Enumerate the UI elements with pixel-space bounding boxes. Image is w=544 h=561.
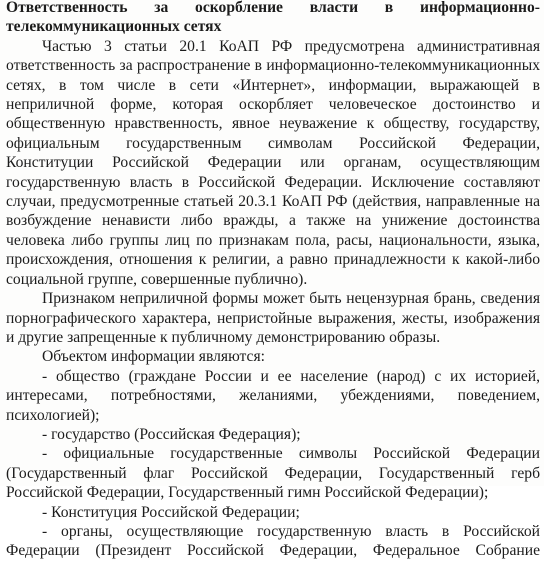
document-title-line-2: телекоммуникационных сетях [6, 18, 222, 36]
list-item-constitution: - Конституция Российской Федерации; [42, 503, 300, 521]
list-intro: Объектом информации являются: [42, 348, 265, 366]
paragraph-indecent-form: Признаком неприличной формы может быть нецензурная брань, сведения порнографического характера, непристойные выражения, жесты, изображения и другие запрещенные к публичному демонстрированию образы. [6, 290, 540, 346]
paragraph-liability: Частью 3 статьи 20.1 КоАП РФ предусмотрена административная ответственность за распространение в информационно-телекоммуникационных сетях, в том числе в сети «Интернет», информации, выражающей в неприличной форме, которая оскорбляет человеческое достоинство и общественную нравственность, явное неуважение к обществу, государству, официальным государственным символам Российской Федерации, Конституции Российской Федерации или органам, осуществляющим государственную власть в Российской Федерации. Исключение составляют случаи, предусмотренные статьей 20.3.1 КоАП РФ (действия, направленные на возбуждение ненависти либо вражды, а также на унижение достоинства человека либо группы лиц по признакам пола, расы, национальности, языка, происхождения, отношения к религии, а равно принадлежности к какой-либо социальной группе, совершенные публично). [6, 37, 540, 288]
list-item-authorities: - органы, осуществляющие государственную власть в Российской Федерации (Президент Российской Федерации, Федеральное Собрание [6, 522, 540, 560]
list-item-state-symbols: - официальные государственные символы Российской Федерации (Государственный флаг Российской Федерации, Государственный герб Российской Федерации, Государственный гимн Российской Федерации); [6, 445, 540, 502]
list-item-state: - государство (Российская Федерация); [42, 425, 301, 443]
document-title-line-1: Ответственность за оскорбление власти в информационно- [6, 0, 540, 16]
list-item-society: - общество (граждане России и ее население (народ) с их историей, интересами, потребностями, желаниями, убеждениями, поведением, психологией); [6, 367, 540, 424]
